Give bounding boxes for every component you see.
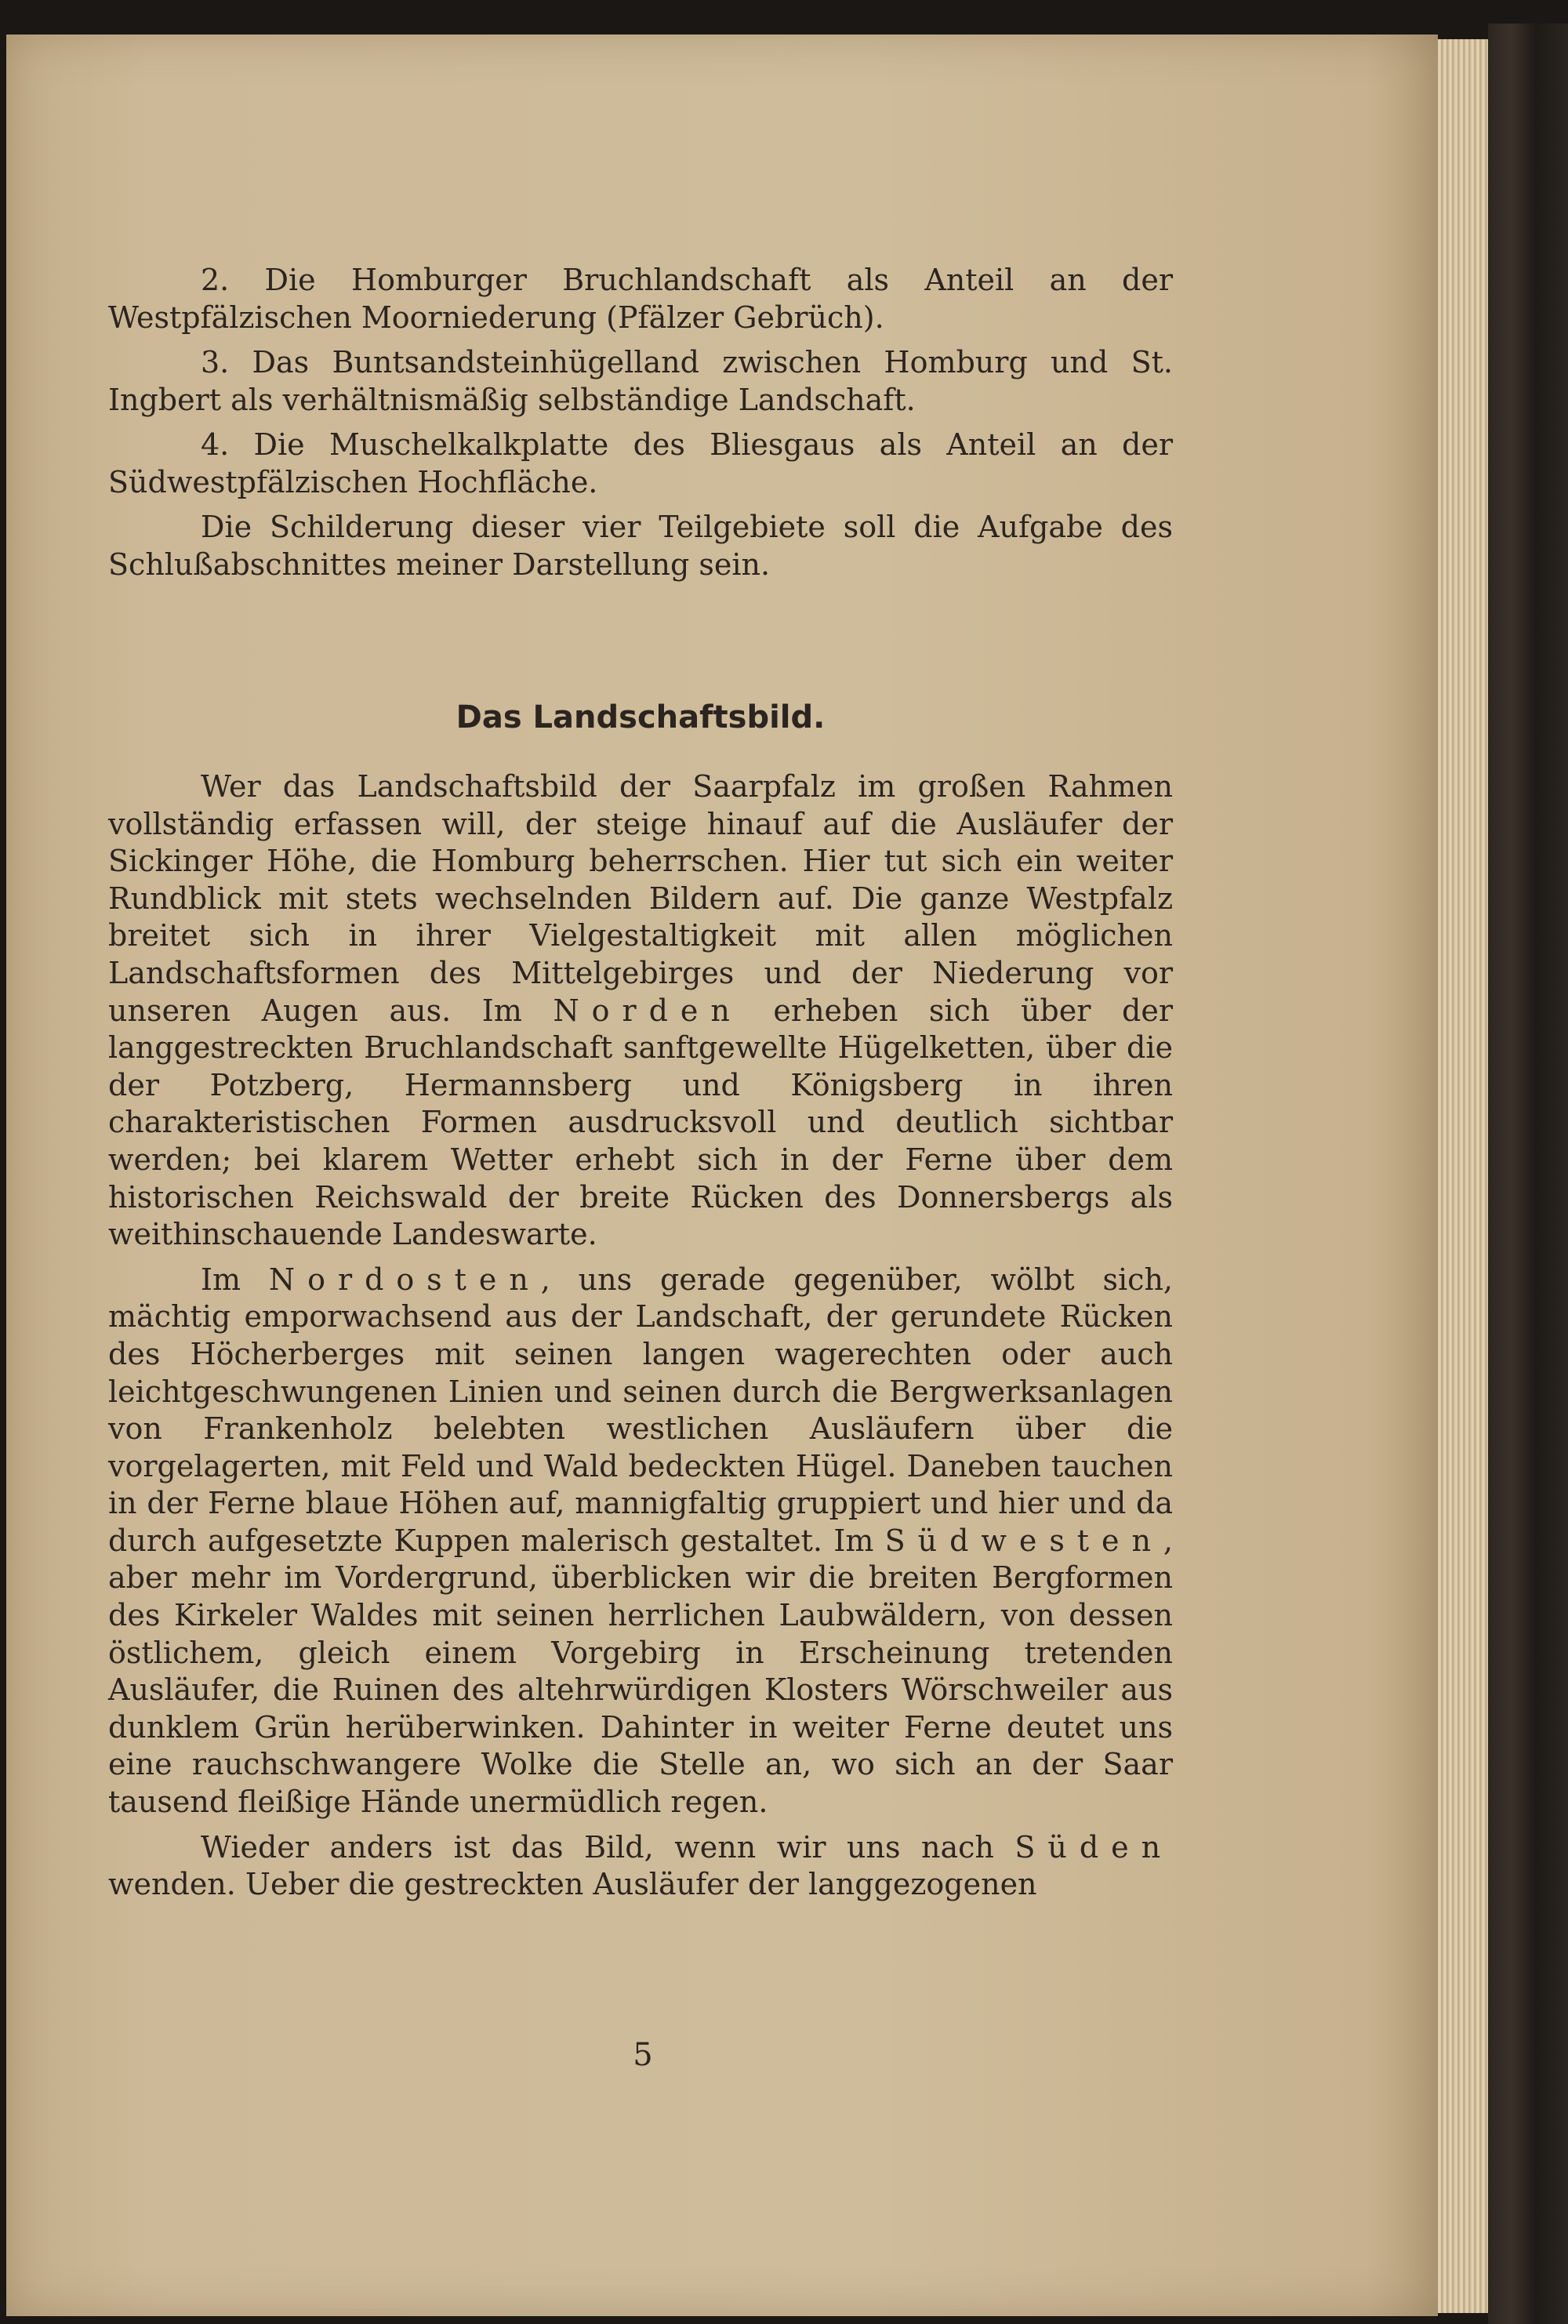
paragraph-1-spaced-north: Norden — [553, 993, 742, 1028]
paragraph-1-text-b: erheben sich über der langgestreckten Bruchlandschaft sanftgewellte Hügelketten, über die der Potzberg, Hermannsberg und Königsberg in ihren charakteristischen Formen ausdrucksvoll und deutlich sichtbar werden; bei klarem Wetter erhebt sich in der Ferne über dem historischen Reichswald der breite Rücken des Donnersbergs als weithinschauende Landeswarte. — [108, 993, 1173, 1252]
paragraph-3-text-a: Wieder anders ist das Bild, wenn wir uns nach — [201, 1829, 1015, 1865]
book-binding — [1488, 24, 1568, 2324]
paragraph-2-text-b: , uns gerade gegenüber, wölbt sich, mächtig emporwachsend aus der Landschaft, der gerundete Rücken des Höcherberges mit seinen langen wagerechten oder auch leichtgeschwungenen Linien und seinen durch die Bergwerksanlagen von Frankenholz belebten westlichen Ausläufern über die vorgelagerten, mit Feld und Wald bedeckten Hügel. Daneben tauchen in der Ferne blaue Höhen auf, mannigfaltig gruppiert und hier und da durch aufgesetzte Kuppen malerisch gestaltet. Im — [108, 1262, 1173, 1558]
section-heading: Das Landschaftsbild. — [456, 699, 826, 735]
paragraph-2-text-c: , aber mehr im Vordergrund, überblicken wir die breiten Bergformen des Kirkeler Waldes mit seinen herrlichen Laubwäldern, von dessen östlichem, gleich einem Vorgebirg in Erscheinung tretenden Ausläufer, die Ruinen des altehrwürdigen Klosters Wörschweiler aus dunklem Grün herüberwinken. Dahinter in weiter Ferne deutet uns eine rauchschwangere Wolke die Stelle an, wo sich an der Saar tausend fleißige Hände unermüdlich regen. — [108, 1523, 1173, 1820]
paragraph-3 — [108, 1829, 1173, 1904]
page-edges — [1438, 39, 1488, 2313]
paragraph-2-spaced-northeast: Nordosten — [268, 1262, 541, 1297]
list-section — [108, 262, 1173, 591]
list-item-4: 4. Die Muschelkalkplatte des Bliesgaus als Anteil an der Südwestpfälzischen Hochfläche. — [108, 427, 1173, 499]
paragraph-2-text-a: Im — [201, 1262, 269, 1297]
paragraph-1 — [108, 768, 1173, 1254]
paragraph-3-text-b: wenden. Ueber die gestreckten Ausläufer der langgezogenen — [108, 1867, 1037, 1902]
body-section — [108, 768, 1173, 1912]
list-item-2: 2. Die Homburger Bruchlandschaft als Anteil an der Westpfälzischen Moorniederung (Pfälzer Gebrüch). — [108, 263, 1173, 335]
paragraph-2-spaced-southwest: Südwesten — [884, 1523, 1163, 1558]
list-item-3: 3. Das Buntsandsteinhügelland zwischen Homburg und St. Ingbert als verhältnismäßig selbständige Landschaft. — [108, 345, 1173, 417]
paragraph-3-spaced-south: Süden — [1014, 1829, 1173, 1865]
paragraph-2 — [108, 1262, 1173, 1821]
page-number: 5 — [633, 2037, 653, 2073]
intro-paragraph: Die Schilderung dieser vier Teilgebiete soll die Aufgabe des Schlußabschnittes meiner Darstellung sein. — [108, 510, 1173, 582]
paragraph-1-text-a: Wer das Landschaftsbild der Saarpfalz im großen Rahmen vollständig erfassen will, der steige hinauf auf die Ausläufer der Sickinger Höhe, die Homburg beherrschen. Hier tut sich ein weiter Rundblick mit stets wechselnden Bildern auf. Die ganze Westpfalz breitet sich in ihrer Vielgestaltigkeit mit allen möglichen Landschaftsformen des Mittelgebirges und der Niederung vor unseren Augen aus. Im — [108, 769, 1173, 1028]
